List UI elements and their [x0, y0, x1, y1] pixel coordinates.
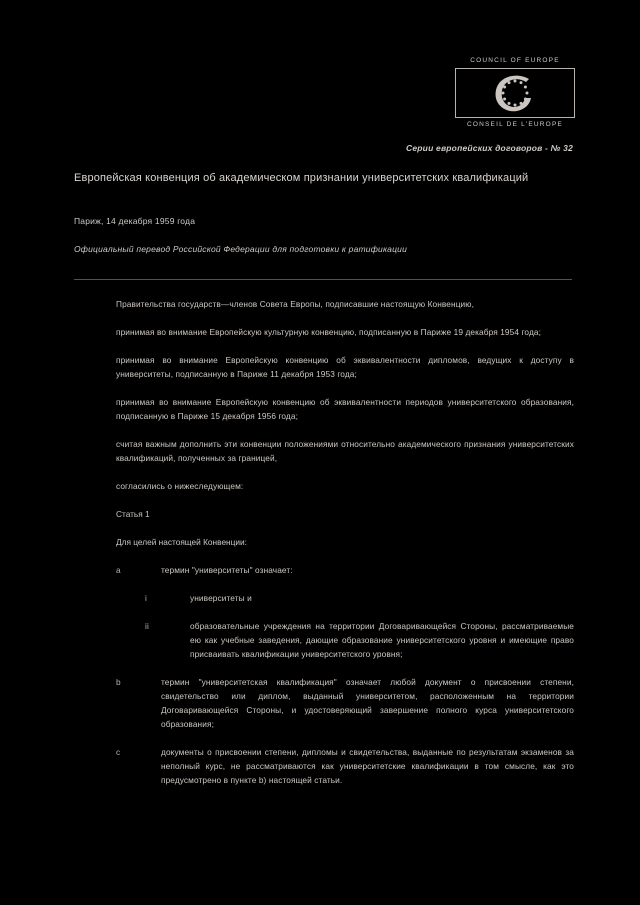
article-heading: Статья 1	[116, 509, 150, 519]
preamble-paragraph: принимая во внимание Европейскую конвенцию об эквивалентности периодов университетского образования, подписанную в Париже 15 декабря 1956 года;	[116, 397, 574, 421]
subitem-text: образовательные учреждения на территории Договаривающейся Стороны, рассматриваемые ею как учебные заведения, дающие образование университетского уровня и имеющие право присваивать квалификации университетского уровня;	[190, 621, 574, 659]
article-intro: Для целей настоящей Конвенции:	[116, 537, 247, 547]
item-marker: a	[116, 565, 121, 575]
subitem-text: университеты и	[190, 593, 252, 603]
logo-emblem-box	[455, 68, 575, 118]
council-of-europe-logo	[455, 56, 575, 130]
article-item-c	[116, 745, 574, 787]
article-item-a-subitems	[116, 591, 574, 661]
item-text: термин "университетская квалификация" означает любой документ о присвоении степени, свидетельство или диплом, выданный университетом, расположенным на территории Договаривающейся Стороны, и удостоверяющий завершение полного курса университетского образования;	[161, 677, 574, 729]
article-subitem-ii	[145, 619, 574, 661]
article-item-b	[116, 675, 574, 731]
logo-top-caption: COUNCIL OF EUROPE	[470, 57, 560, 64]
item-text: термин "университеты" означает:	[161, 565, 293, 575]
preamble-agreement-line: согласились о нижеследующем:	[116, 481, 244, 491]
header-divider	[74, 279, 572, 280]
preamble-paragraph: принимая во внимание Европейскую конвенцию об эквивалентности дипломов, ведущих к доступу в университеты, подписанную в Париже 11 декабря 1953 года;	[116, 355, 574, 379]
preamble-paragraph: считая важным дополнить эти конвенции положениями относительно академического признания университетских квалификаций, полученных за границей,	[116, 439, 574, 463]
preamble-paragraph: принимая во внимание Европейскую культурную конвенцию, подписанную в Париже 19 декабря 1954 года;	[116, 327, 542, 337]
article-subitem-i	[145, 591, 574, 605]
place-and-date: Париж, 14 декабря 1959 года	[74, 216, 196, 226]
item-text: документы о присвоении степени, дипломы и свидетельства, выданные по результатам экзаменов за неполный курс, не рассматриваются как университетские квалификации в том смысле, как это предусмотрено в пункте b) настоящей статьи.	[161, 747, 574, 785]
item-marker: c	[116, 747, 121, 757]
item-marker: b	[116, 677, 121, 687]
treaty-series-label: Серии европейских договоров - № 32	[406, 143, 573, 153]
article-item-a	[116, 563, 574, 577]
council-of-europe-emblem	[460, 69, 570, 117]
subitem-marker: ii	[145, 621, 149, 631]
document-body	[116, 297, 574, 801]
preamble-paragraph: Правительства государств—членов Совета Европы, подписавшие настоящую Конвенцию,	[116, 299, 475, 309]
subitem-marker: i	[145, 593, 147, 603]
logo-bottom-caption: CONSEIL DE L'EUROPE	[466, 121, 564, 128]
document-title: Европейская конвенция об академическом признании университетских квалификаций	[74, 172, 529, 184]
translation-note: Официальный перевод Российской Федерации для подготовки к ратификации	[74, 244, 408, 254]
